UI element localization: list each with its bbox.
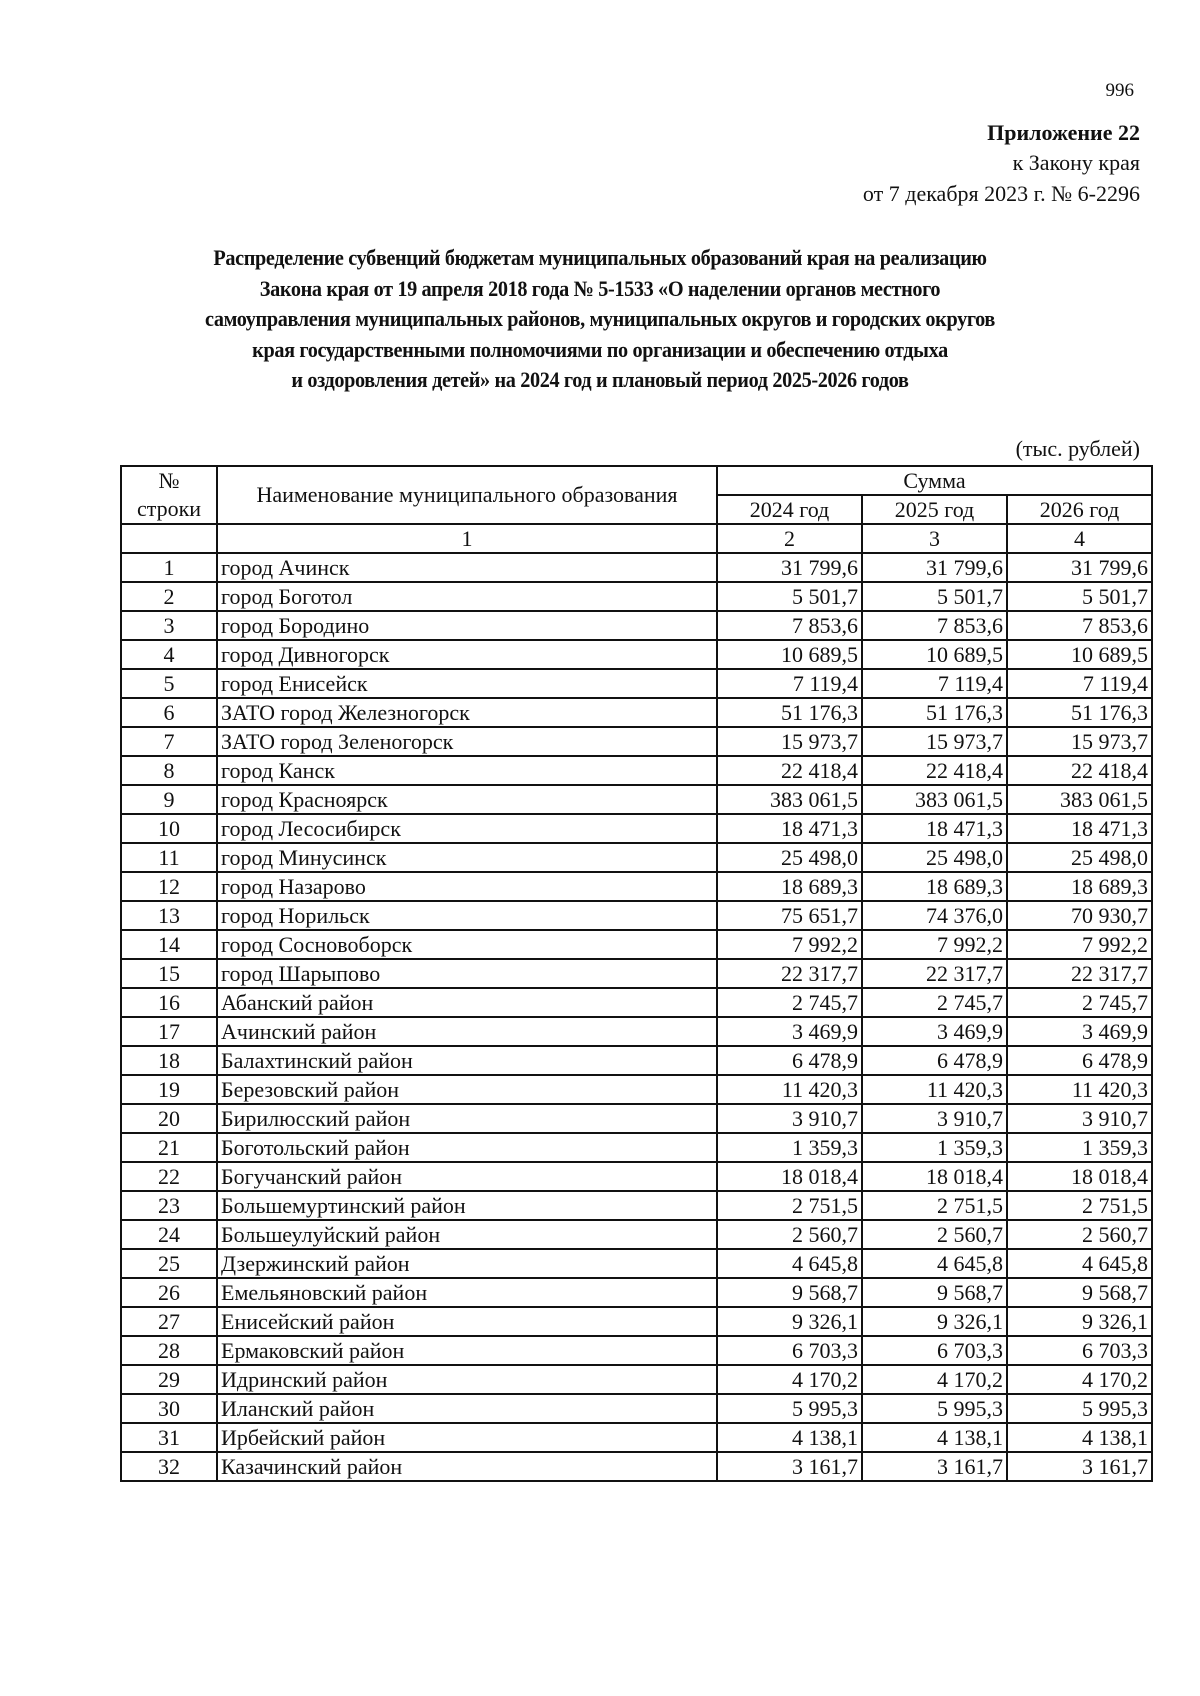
amount-2024: 4 170,2	[717, 1365, 862, 1394]
municipality-name: Бирилюсский район	[217, 1104, 717, 1133]
amount-2026: 22 317,7	[1007, 959, 1152, 988]
amount-2025: 2 560,7	[862, 1220, 1007, 1249]
amount-2026: 7 992,2	[1007, 930, 1152, 959]
appendix-date: от 7 декабря 2023 г. № 6-2296	[862, 181, 1140, 206]
col-number: 2	[717, 524, 862, 553]
municipality-name: Идринский район	[217, 1365, 717, 1394]
amount-2026: 9 326,1	[1007, 1307, 1152, 1336]
municipality-name: ЗАТО город Железногорск	[217, 698, 717, 727]
amount-2025: 2 745,7	[862, 988, 1007, 1017]
row-number: 26	[121, 1278, 217, 1307]
amount-2025: 7 992,2	[862, 930, 1007, 959]
table-body	[121, 553, 1152, 1481]
title-line: края государственными полномочиями по организации и обеспечению отдыха	[252, 336, 948, 362]
table-row	[121, 1104, 1152, 1133]
row-number: 15	[121, 959, 217, 988]
amount-2026: 3 161,7	[1007, 1452, 1152, 1481]
municipality-name: город Красноярск	[217, 785, 717, 814]
amount-2025: 5 501,7	[862, 582, 1007, 611]
municipality-name: Иланский район	[217, 1394, 717, 1423]
header-row-number: № строки	[121, 466, 217, 524]
table-row	[121, 756, 1152, 785]
amount-2024: 7 992,2	[717, 930, 862, 959]
row-number: 16	[121, 988, 217, 1017]
row-number: 22	[121, 1162, 217, 1191]
document-title	[100, 243, 1100, 396]
row-number: 12	[121, 872, 217, 901]
amount-2025: 10 689,5	[862, 640, 1007, 669]
amount-2025: 1 359,3	[862, 1133, 1007, 1162]
amount-2024: 3 161,7	[717, 1452, 862, 1481]
amount-2024: 383 061,5	[717, 785, 862, 814]
row-number: 2	[121, 582, 217, 611]
amount-2025: 7 853,6	[862, 611, 1007, 640]
amount-2026: 6 478,9	[1007, 1046, 1152, 1075]
amount-2024: 75 651,7	[717, 901, 862, 930]
row-number: 21	[121, 1133, 217, 1162]
row-number: 24	[121, 1220, 217, 1249]
row-number: 10	[121, 814, 217, 843]
amount-2026: 2 751,5	[1007, 1191, 1152, 1220]
table-row	[121, 1075, 1152, 1104]
table-row	[121, 1278, 1152, 1307]
amount-2024: 11 420,3	[717, 1075, 862, 1104]
amount-2026: 4 170,2	[1007, 1365, 1152, 1394]
title-line: самоуправления муниципальных районов, муниципальных округов и городских округов	[205, 306, 995, 331]
amount-2025: 4 138,1	[862, 1423, 1007, 1452]
header-year-2024: 2024 год	[717, 495, 862, 524]
amount-2024: 22 317,7	[717, 959, 862, 988]
row-number: 14	[121, 930, 217, 959]
appendix-law: к Закону края	[1012, 150, 1140, 175]
amount-2025: 4 170,2	[862, 1365, 1007, 1394]
table-row	[121, 1452, 1152, 1481]
title-line: и оздоровления детей» на 2024 год и плановый период 2025-2026 годов	[291, 367, 909, 392]
amount-2025: 3 910,7	[862, 1104, 1007, 1133]
municipality-name: город Боготол	[217, 582, 717, 611]
table-row	[121, 1220, 1152, 1249]
amount-2026: 1 359,3	[1007, 1133, 1152, 1162]
row-number: 23	[121, 1191, 217, 1220]
table-row	[121, 611, 1152, 640]
municipality-name: город Канск	[217, 756, 717, 785]
row-number: 3	[121, 611, 217, 640]
row-number: 18	[121, 1046, 217, 1075]
table-row	[121, 1162, 1152, 1191]
amount-2026: 383 061,5	[1007, 785, 1152, 814]
amount-2026: 9 568,7	[1007, 1278, 1152, 1307]
amount-2024: 7 853,6	[717, 611, 862, 640]
amount-2024: 2 751,5	[717, 1191, 862, 1220]
row-number: 27	[121, 1307, 217, 1336]
amount-2026: 2 745,7	[1007, 988, 1152, 1017]
row-number: 32	[121, 1452, 217, 1481]
row-number: 6	[121, 698, 217, 727]
amount-2024: 3 910,7	[717, 1104, 862, 1133]
row-number: 30	[121, 1394, 217, 1423]
amount-2025: 31 799,6	[862, 553, 1007, 582]
municipality-name: Ачинский район	[217, 1017, 717, 1046]
municipality-name: город Дивногорск	[217, 640, 717, 669]
header-name: Наименование муниципального образования	[217, 466, 717, 524]
title-line: Распределение субвенций бюджетам муниципальных образований края на реализацию	[213, 245, 987, 270]
amount-2024: 6 703,3	[717, 1336, 862, 1365]
col-number: 3	[862, 524, 1007, 553]
col-number: 4	[1007, 524, 1152, 553]
municipality-name: ЗАТО город Зеленогорск	[217, 727, 717, 756]
municipality-name: Абанский район	[217, 988, 717, 1017]
table-row	[121, 640, 1152, 669]
amount-2025: 3 161,7	[862, 1452, 1007, 1481]
amount-2026: 6 703,3	[1007, 1336, 1152, 1365]
row-number: 7	[121, 727, 217, 756]
amount-2024: 4 138,1	[717, 1423, 862, 1452]
amount-2025: 6 478,9	[862, 1046, 1007, 1075]
amount-2026: 5 501,7	[1007, 582, 1152, 611]
amount-2026: 70 930,7	[1007, 901, 1152, 930]
row-number: 4	[121, 640, 217, 669]
amount-2024: 18 018,4	[717, 1162, 862, 1191]
amount-2024: 10 689,5	[717, 640, 862, 669]
table-row	[121, 1307, 1152, 1336]
row-number: 1	[121, 553, 217, 582]
amount-2026: 18 471,3	[1007, 814, 1152, 843]
row-number: 20	[121, 1104, 217, 1133]
amount-2025: 2 751,5	[862, 1191, 1007, 1220]
municipality-name: Большеулуйский район	[217, 1220, 717, 1249]
table-row	[121, 1191, 1152, 1220]
table-row	[121, 959, 1152, 988]
amount-2024: 18 471,3	[717, 814, 862, 843]
amount-2026: 5 995,3	[1007, 1394, 1152, 1423]
table-row	[121, 1394, 1152, 1423]
amount-2024: 31 799,6	[717, 553, 862, 582]
table-row	[121, 1336, 1152, 1365]
table-row	[121, 553, 1152, 582]
municipality-name: Емельяновский район	[217, 1278, 717, 1307]
row-number: 19	[121, 1075, 217, 1104]
amount-2025: 11 420,3	[862, 1075, 1007, 1104]
municipality-name: город Лесосибирск	[217, 814, 717, 843]
header-year-2025: 2025 год	[862, 495, 1007, 524]
row-number: 11	[121, 843, 217, 872]
amount-2026: 22 418,4	[1007, 756, 1152, 785]
row-number: 17	[121, 1017, 217, 1046]
municipality-name: Балахтинский район	[217, 1046, 717, 1075]
amount-2026: 15 973,7	[1007, 727, 1152, 756]
municipality-name: город Сосновоборск	[217, 930, 717, 959]
table-row	[121, 1046, 1152, 1075]
table-row	[121, 843, 1152, 872]
table-row	[121, 930, 1152, 959]
municipality-name: город Шарыпово	[217, 959, 717, 988]
table-row	[121, 727, 1152, 756]
table-row	[121, 988, 1152, 1017]
amount-2024: 51 176,3	[717, 698, 862, 727]
amount-2026: 11 420,3	[1007, 1075, 1152, 1104]
table-row	[121, 872, 1152, 901]
header-sum: Сумма	[717, 466, 1152, 495]
amount-2025: 3 469,9	[862, 1017, 1007, 1046]
row-number: 25	[121, 1249, 217, 1278]
municipality-name: город Енисейск	[217, 669, 717, 698]
amount-2026: 2 560,7	[1007, 1220, 1152, 1249]
municipality-name: Боготольский район	[217, 1133, 717, 1162]
amount-2024: 7 119,4	[717, 669, 862, 698]
amount-2024: 2 560,7	[717, 1220, 862, 1249]
amount-2024: 4 645,8	[717, 1249, 862, 1278]
table-row	[121, 1365, 1152, 1394]
amount-2024: 25 498,0	[717, 843, 862, 872]
col-number: 1	[217, 524, 717, 553]
amount-2026: 7 853,6	[1007, 611, 1152, 640]
col-number	[121, 524, 217, 553]
amount-2026: 25 498,0	[1007, 843, 1152, 872]
table-row	[121, 785, 1152, 814]
amount-2026: 31 799,6	[1007, 553, 1152, 582]
amount-2025: 6 703,3	[862, 1336, 1007, 1365]
title-line: Закона края от 19 апреля 2018 года № 5-1533 «О наделении органов местного	[259, 275, 941, 301]
amount-2024: 15 973,7	[717, 727, 862, 756]
amount-2025: 4 645,8	[862, 1249, 1007, 1278]
amount-2024: 9 326,1	[717, 1307, 862, 1336]
amount-2025: 22 317,7	[862, 959, 1007, 988]
row-number: 31	[121, 1423, 217, 1452]
table-row	[121, 582, 1152, 611]
municipality-name: город Бородино	[217, 611, 717, 640]
amount-2025: 74 376,0	[862, 901, 1007, 930]
municipality-name: Дзержинский район	[217, 1249, 717, 1278]
row-number: 29	[121, 1365, 217, 1394]
amount-2025: 383 061,5	[862, 785, 1007, 814]
amount-2025: 9 568,7	[862, 1278, 1007, 1307]
page-number: 996	[1105, 80, 1134, 101]
row-number: 9	[121, 785, 217, 814]
municipality-name: Енисейский район	[217, 1307, 717, 1336]
table-row	[121, 1423, 1152, 1452]
amount-2025: 5 995,3	[862, 1394, 1007, 1423]
table-row	[121, 1249, 1152, 1278]
amount-2026: 4 138,1	[1007, 1423, 1152, 1452]
table-row	[121, 669, 1152, 698]
municipality-name: Большемуртинский район	[217, 1191, 717, 1220]
appendix-title: Приложение 22	[987, 120, 1140, 145]
amount-2024: 5 501,7	[717, 582, 862, 611]
municipality-name: Березовский район	[217, 1075, 717, 1104]
row-number: 13	[121, 901, 217, 930]
municipality-name: Ермаковский район	[217, 1336, 717, 1365]
amount-2025: 7 119,4	[862, 669, 1007, 698]
row-number: 8	[121, 756, 217, 785]
row-number: 28	[121, 1336, 217, 1365]
amount-2026: 10 689,5	[1007, 640, 1152, 669]
amount-2024: 22 418,4	[717, 756, 862, 785]
municipality-name: город Назарово	[217, 872, 717, 901]
municipality-name: город Норильск	[217, 901, 717, 930]
amount-2025: 22 418,4	[862, 756, 1007, 785]
table-row	[121, 901, 1152, 930]
amount-2025: 18 018,4	[862, 1162, 1007, 1191]
amount-2024: 2 745,7	[717, 988, 862, 1017]
municipality-name: Ирбейский район	[217, 1423, 717, 1452]
amount-2026: 18 689,3	[1007, 872, 1152, 901]
amount-2026: 3 469,9	[1007, 1017, 1152, 1046]
amount-2025: 18 689,3	[862, 872, 1007, 901]
amount-2025: 9 326,1	[862, 1307, 1007, 1336]
municipality-name: город Минусинск	[217, 843, 717, 872]
table-row	[121, 814, 1152, 843]
table-row	[121, 1017, 1152, 1046]
amount-2025: 51 176,3	[862, 698, 1007, 727]
amount-2024: 6 478,9	[717, 1046, 862, 1075]
amount-2024: 9 568,7	[717, 1278, 862, 1307]
amount-2026: 7 119,4	[1007, 669, 1152, 698]
municipality-name: Казачинский район	[217, 1452, 717, 1481]
amount-2024: 5 995,3	[717, 1394, 862, 1423]
header-year-2026: 2026 год	[1007, 495, 1152, 524]
amount-2025: 18 471,3	[862, 814, 1007, 843]
units-label: (тыс. рублей)	[1015, 436, 1140, 461]
municipality-name: город Ачинск	[217, 553, 717, 582]
amount-2026: 3 910,7	[1007, 1104, 1152, 1133]
amount-2025: 15 973,7	[862, 727, 1007, 756]
amount-2026: 4 645,8	[1007, 1249, 1152, 1278]
amount-2024: 1 359,3	[717, 1133, 862, 1162]
subvention-table	[120, 465, 1153, 1482]
amount-2026: 51 176,3	[1007, 698, 1152, 727]
table-row	[121, 1133, 1152, 1162]
row-number: 5	[121, 669, 217, 698]
municipality-name: Богучанский район	[217, 1162, 717, 1191]
amount-2026: 18 018,4	[1007, 1162, 1152, 1191]
amount-2024: 3 469,9	[717, 1017, 862, 1046]
table-row	[121, 698, 1152, 727]
amount-2024: 18 689,3	[717, 872, 862, 901]
amount-2025: 25 498,0	[862, 843, 1007, 872]
